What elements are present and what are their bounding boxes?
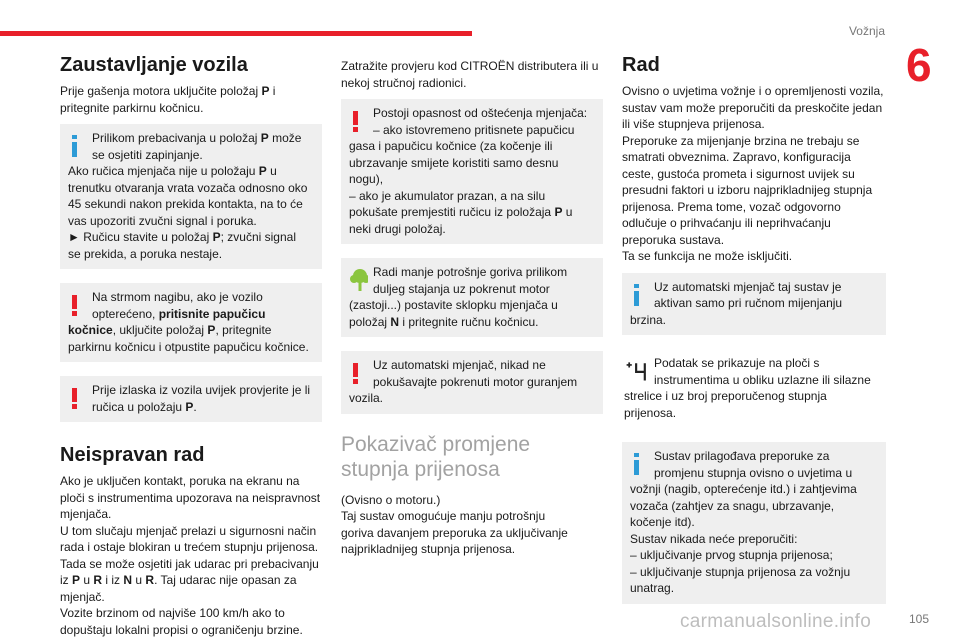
warning-icon bbox=[67, 385, 83, 411]
info-box: Sustav prilagođava preporuke za promjenu stupnja ovisno o uvjetima u vožnji (nagib, opterećenje itd.) i zahtjevima vozača (zahtjev za snagu, ubrzavanje, kočenje itd). Sustav nikada neće preporučiti: – uključivanje prvog stupnja prijenosa; – uključivanje stupnja prijenosa za vožnju unatrag. bbox=[622, 442, 886, 604]
watermark: carmanualsonline.info bbox=[680, 611, 872, 632]
paragraph: Ako je uključen kontakt, poruka na ekranu na ploči s instrumentima upozorava na neispravnost mjenjača. U tom slučaju mjenjač prelazi u sigurnosni način rada i ostaje blokiran u trećem stupnju prijenosa. Tada se može osjetiti jak udarac pri prebacivanju iz P u R i iz N u R. Taj udarac nije opasan za mjenjač. Vozite brzinom od najviše 100 km/h ako to dopuštaju lokalni propisi o ograničenju brzine. bbox=[60, 474, 321, 637]
warning-icon bbox=[348, 108, 364, 134]
gear-shift-icon bbox=[624, 358, 650, 384]
column-3 bbox=[622, 54, 886, 618]
heading-zaustavljanje: Zaustavljanje vozila bbox=[60, 54, 248, 76]
eco-box: Radi manje potrošnje goriva prilikom duljeg stajanja uz pokrenut motor (zastoji...) postavite sklopku mjenjača u položaj N i pritegnite ručnu kočnicu. bbox=[341, 258, 603, 337]
warning-box: Uz automatski mjenjač, nikad ne pokušavajte pokrenuti motor guranjem vozila. bbox=[341, 351, 603, 414]
gear-shift-box: Podatak se prikazuje na ploči s instrumentima u obliku uzlazne ili silazne strelice i uz broj preporučenog stupnja prijenosa. bbox=[622, 349, 886, 428]
paragraph: Zatražite provjeru kod CITROËN distributera ili u nekoj stručnoj radionici. bbox=[341, 59, 599, 90]
section-label: Vožnja bbox=[848, 24, 885, 38]
heading-rad: Rad bbox=[622, 54, 660, 76]
header-accent-bar bbox=[0, 31, 472, 36]
column-1 bbox=[60, 54, 322, 640]
heading-pokazivac: Pokazivač promjene stupnja prijenosa bbox=[341, 432, 531, 481]
info-icon bbox=[629, 451, 645, 477]
info-box: Uz automatski mjenjač taj sustav je aktivan samo pri ručnom mijenjanju brzina. bbox=[622, 273, 886, 336]
info-box: Prilikom prebacivanja u položaj P može se osjetiti zapinjanje. Ako ručica mjenjača nije u položaju P u trenutku otvaranja vrata vozača odnosno oko 45 sekundi nakon prekida kontakta, na to će vas upozoriti zvučni signal i poruka. ► Ručicu stavite u položaj P; zvučni signal se prekida, a poruka nestaje. bbox=[60, 124, 322, 269]
heading-neispravan-rad: Neispravan rad bbox=[60, 444, 205, 466]
paragraph: (Ovisno o motoru.) Taj sustav omogućuje manju potrošnju goriva davanjem preporuka za uključivanje najprikladnijeg stupnja prijenosa. bbox=[341, 492, 568, 557]
warning-icon bbox=[67, 292, 83, 318]
warning-box: Na strmom nagibu, ako je vozilo opterećeno, pritisnite papučicu kočnice, uključite položaj P, pritegnite parkirnu kočnicu i otpustite papučicu kočnice. bbox=[60, 283, 322, 362]
info-icon bbox=[629, 282, 645, 308]
warning-box: Postoji opasnost od oštećenja mjenjača: – ako istovremeno pritisnete papučicu gasa i papučicu kočnice (za kočenje ili ubrzavanje smijete koristiti samo desnu nogu), – ako je akumulator prazan, a na silu pokušate premjestiti ručicu iz položaja P u neki drugi položaj. bbox=[341, 99, 603, 244]
eco-tree-icon bbox=[346, 267, 368, 293]
paragraph: Ovisno o uvjetima vožnje i o opremljenosti vozila, sustav vam može preporučiti da preskočite jedan ili više stupnjeva prijenosa. Preporuke za mijenjanje brzina ne trebaju se smatrati obveznima. Zapravo, konfiguracija ceste, gustoća prometa i sigurnost uvijek su presudni faktori u izboru najprikladnijeg stupnja prijenosa. Prema tome, vozač odgovorno odlučuje o prihvaćanju ili neprihvaćanju preporuka sustava. Ta se funkcija ne može isključiti. bbox=[622, 84, 884, 263]
paragraph: Prije gašenja motora uključite položaj P i pritegnite parkirnu kočnicu. bbox=[60, 84, 276, 115]
column-2 bbox=[341, 58, 603, 564]
chapter-number: 6 bbox=[906, 39, 932, 91]
warning-icon bbox=[348, 360, 364, 386]
warning-box: Prije izlaska iz vozila uvijek provjerite je li ručica u položaju P. bbox=[60, 376, 322, 422]
info-icon bbox=[67, 133, 83, 159]
page-number: 105 bbox=[908, 612, 929, 626]
